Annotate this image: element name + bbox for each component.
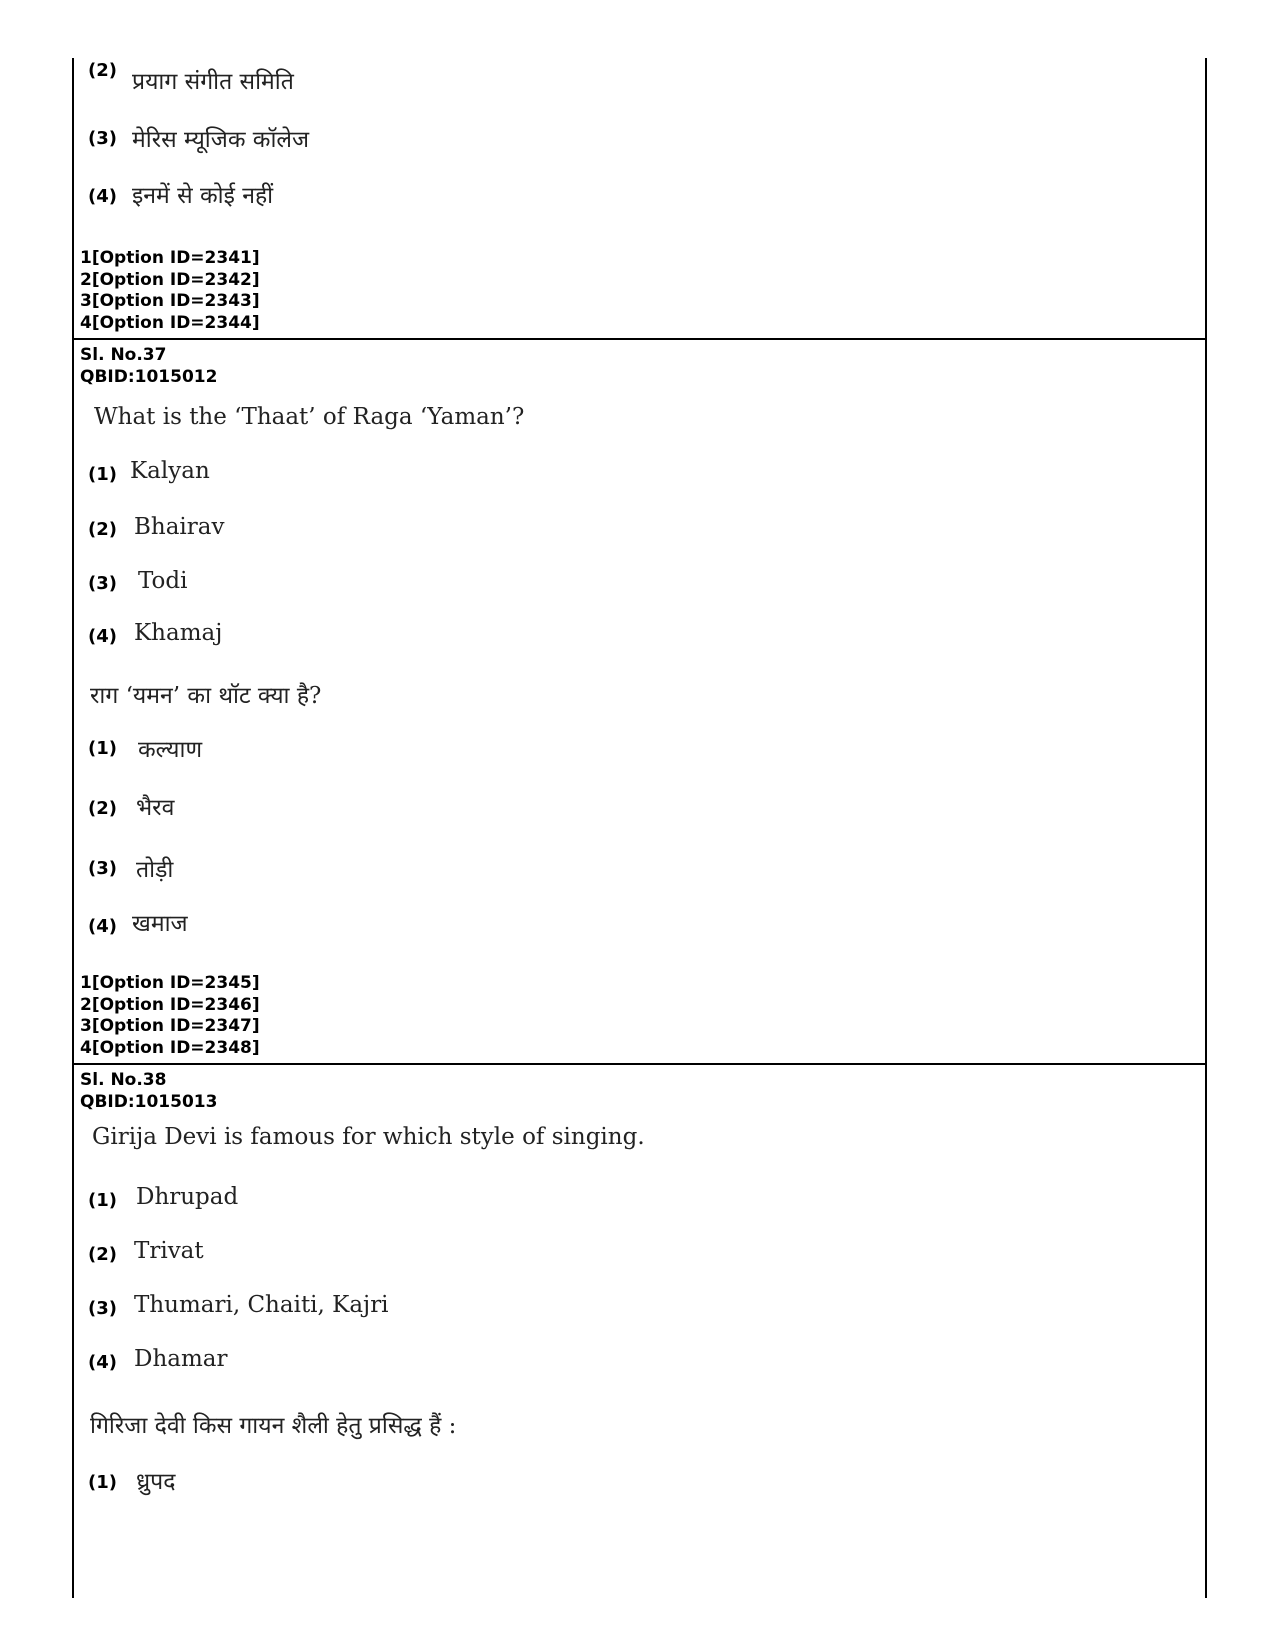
question-text-hi: गिरिजा देवी किस गायन शैली हेतु प्रसिद्ध हैं : bbox=[90, 1413, 457, 1439]
question-text-en: Girija Devi is famous for which style of singing. bbox=[92, 1124, 645, 1150]
serial-number: Sl. No.37 bbox=[80, 345, 167, 365]
option-number: (2) bbox=[88, 1244, 117, 1265]
option-number: (1) bbox=[88, 738, 117, 759]
option-number: (1) bbox=[88, 1472, 117, 1493]
option-text-hi: भैरव bbox=[136, 795, 175, 821]
option-number: (3) bbox=[88, 128, 117, 149]
option-number: (2) bbox=[88, 60, 117, 81]
option-id: 3[Option ID=2343] bbox=[80, 291, 260, 311]
option-text-hi: खमाज bbox=[132, 911, 188, 937]
option-number: (2) bbox=[88, 519, 117, 540]
question-meta bbox=[80, 1069, 217, 1113]
option-id-list bbox=[80, 248, 260, 334]
option-text-en: Thumari, Chaiti, Kajri bbox=[134, 1292, 389, 1318]
qbid: QBID:1015012 bbox=[80, 367, 218, 387]
option-text-en: Dhrupad bbox=[136, 1184, 239, 1210]
option-text-hi: ध्रुपद bbox=[136, 1469, 176, 1495]
option-text-en: Kalyan bbox=[130, 458, 210, 484]
option-text-en: Trivat bbox=[134, 1238, 204, 1264]
section-divider bbox=[74, 338, 1205, 340]
option-number: (4) bbox=[88, 186, 117, 207]
option-text-hi: मेरिस म्यूजिक कॉलेज bbox=[132, 127, 310, 153]
option-text-hi: प्रयाग संगीत समिति bbox=[132, 69, 294, 95]
option-id: 1[Option ID=2345] bbox=[80, 973, 260, 993]
qbid: QBID:1015013 bbox=[80, 1092, 218, 1112]
question-text-hi: राग ‘यमन’ का थॉट क्या है? bbox=[90, 683, 322, 709]
option-id: 3[Option ID=2347] bbox=[80, 1016, 260, 1036]
option-number: (1) bbox=[88, 1190, 117, 1211]
option-id: 2[Option ID=2346] bbox=[80, 994, 260, 1015]
option-id: 1[Option ID=2341] bbox=[80, 248, 260, 268]
option-number: (4) bbox=[88, 1352, 117, 1373]
option-text-en: Khamaj bbox=[134, 620, 223, 646]
option-id: 4[Option ID=2348] bbox=[80, 1037, 260, 1058]
option-number: (3) bbox=[88, 858, 117, 879]
question-text-en: What is the ‘Thaat’ of Raga ‘Yaman’? bbox=[94, 404, 525, 430]
option-id-list bbox=[80, 973, 260, 1059]
option-id: 2[Option ID=2342] bbox=[80, 269, 260, 290]
option-number: (3) bbox=[88, 573, 117, 594]
question-meta bbox=[80, 344, 217, 388]
question-paper-frame bbox=[72, 58, 1207, 1598]
option-number: (3) bbox=[88, 1298, 117, 1319]
option-number: (1) bbox=[88, 464, 117, 485]
option-text-en: Bhairav bbox=[134, 514, 225, 540]
section-divider bbox=[74, 1063, 1205, 1065]
option-number: (4) bbox=[88, 916, 117, 937]
option-text-en: Todi bbox=[138, 568, 188, 594]
option-number: (4) bbox=[88, 626, 117, 647]
option-text-en: Dhamar bbox=[134, 1346, 228, 1372]
option-text-hi: इनमें से कोई नहीं bbox=[132, 183, 274, 209]
serial-number: Sl. No.38 bbox=[80, 1070, 167, 1090]
option-text-hi: तोड़ी bbox=[136, 857, 174, 883]
option-text-hi: कल्याण bbox=[138, 737, 203, 763]
option-number: (2) bbox=[88, 798, 117, 819]
option-id: 4[Option ID=2344] bbox=[80, 312, 260, 333]
